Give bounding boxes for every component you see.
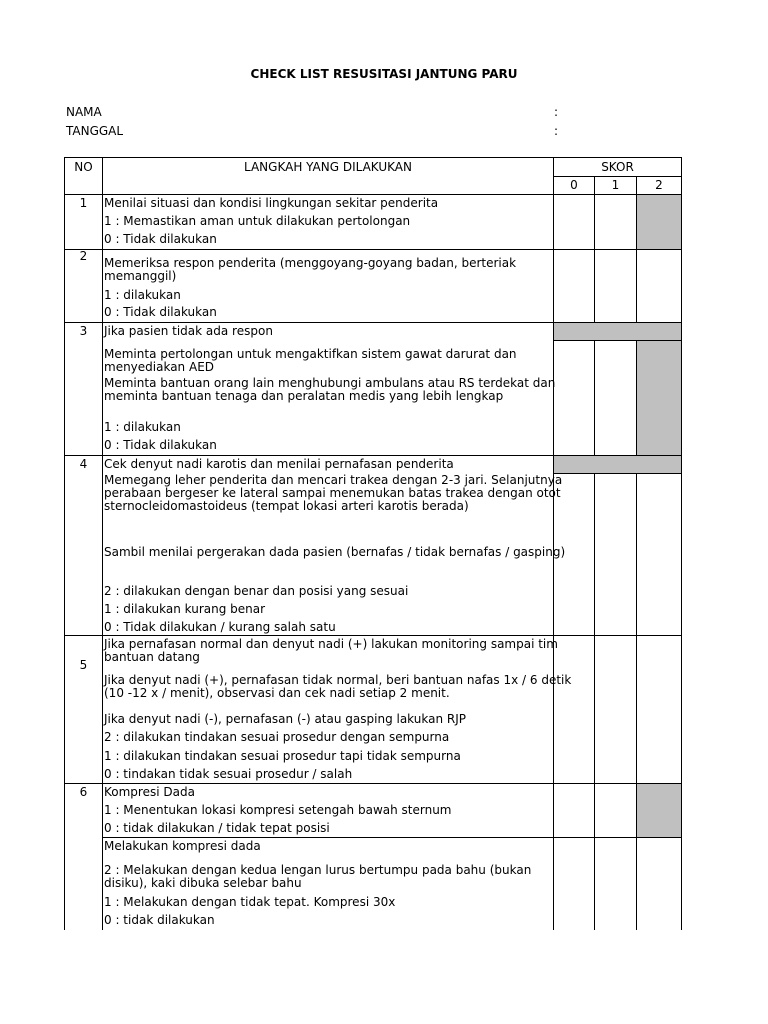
step-line: 1 : Melakukan dengan tidak tepat. Kompresi 30x	[104, 895, 396, 909]
step-line: 1 : dilakukan	[104, 420, 181, 434]
step-line: Memegang leher penderita dan mencari trakea dengan 2-3 jari. Selanjutnya	[104, 473, 563, 487]
step-line: 0 : Tidak dilakukan	[104, 438, 217, 452]
step-line: 2 : dilakukan dengan benar dan posisi yang sesuai	[104, 584, 409, 598]
name-label: NAMA	[66, 105, 102, 119]
step-line: Kompresi Dada	[104, 785, 195, 799]
step-line: Sambil menilai pergerakan dada pasien (bernafas / tidak bernafas / gasping)	[104, 545, 566, 559]
step-line: 0 : tindakan tidak sesuai prosedur / salah	[104, 767, 353, 781]
date-label: TANGGAL	[66, 124, 124, 138]
step-line: 0 : Tidak dilakukan / kurang salah satu	[104, 620, 336, 634]
row-number: 6	[79, 785, 88, 799]
step-line: 1 : dilakukan kurang benar	[104, 602, 266, 616]
step-line: 1 : dilakukan tindakan sesuai prosedur tapi tidak sempurna	[104, 749, 461, 763]
row-number: 2	[79, 249, 88, 263]
row-number: 4	[79, 457, 88, 471]
step-line: meminta bantuan tenaga dan peralatan medis yang lebih lengkap	[104, 389, 504, 403]
shaded-cells	[554, 194, 681, 837]
header-no: NO	[74, 160, 93, 174]
header-score-1: 1	[611, 178, 620, 192]
row-number: 3	[79, 324, 88, 338]
step-line: 2 : dilakukan tindakan sesuai prosedur dengan sempurna	[104, 730, 450, 744]
step-line: Menilai situasi dan kondisi lingkungan sekitar penderita	[104, 196, 439, 210]
step-line: menyediakan AED	[104, 360, 215, 374]
step-line: Jika pasien tidak ada respon	[104, 324, 273, 338]
document-title: CHECK LIST RESUSITASI JANTUNG PARU	[250, 67, 518, 81]
step-line: 0 : tidak dilakukan / tidak tepat posisi	[104, 821, 330, 835]
row-number: 1	[79, 196, 88, 210]
header-score-2: 2	[655, 178, 663, 192]
step-line: 1 : dilakukan	[104, 288, 181, 302]
header-score-0: 0	[570, 178, 578, 192]
header-score: SKOR	[601, 160, 634, 174]
step-line: Jika denyut nadi (-), pernafasan (-) atau gasping lakukan RJP	[104, 712, 466, 726]
step-line: Memeriksa respon penderita (menggoyang-goyang badan, berteriak	[104, 256, 517, 270]
name-colon: :	[554, 105, 559, 119]
step-line: perabaan bergeser ke lateral sampai menemukan batas trakea dengan otot	[104, 486, 561, 500]
step-line: 2 : Melakukan dengan kedua lengan lurus bertumpu pada bahu (bukan	[104, 863, 532, 877]
step-line: Jika denyut nadi (+), pernafasan tidak normal, beri bantuan nafas 1x / 6 detik	[104, 673, 572, 687]
step-line: Meminta bantuan orang lain menghubungi ambulans atau RS terdekat dan	[104, 376, 556, 390]
row-number: 5	[79, 658, 88, 672]
step-line: 1 : Memastikan aman untuk dilakukan pertolongan	[104, 214, 411, 228]
step-line: memanggil)	[104, 269, 177, 283]
step-line: 0 : Tidak dilakukan	[104, 305, 217, 319]
step-line: sternocleidomastoideus (tempat lokasi arteri karotis berada)	[104, 499, 469, 513]
step-line: Cek denyut nadi karotis dan menilai pernafasan penderita	[104, 457, 454, 471]
step-line: disiku), kaki dibuka selebar bahu	[104, 876, 302, 890]
header-step: LANGKAH YANG DILAKUKAN	[244, 160, 412, 174]
step-line: 0 : tidak dilakukan	[104, 913, 215, 927]
step-line: 1 : Menentukan lokasi kompresi setengah bawah sternum	[104, 803, 452, 817]
date-colon: :	[554, 124, 559, 138]
step-line: 0 : Tidak dilakukan	[104, 232, 217, 246]
step-line: bantuan datang	[104, 650, 200, 664]
step-line: Jika pernafasan normal dan denyut nadi (+) lakukan monitoring sampai tim	[104, 637, 558, 651]
step-line: Meminta pertolongan untuk mengaktifkan sistem gawat darurat dan	[104, 347, 517, 361]
step-line: (10 -12 x / menit), observasi dan cek nadi setiap 2 menit.	[104, 686, 450, 700]
step-line: Melakukan kompresi dada	[104, 839, 261, 853]
